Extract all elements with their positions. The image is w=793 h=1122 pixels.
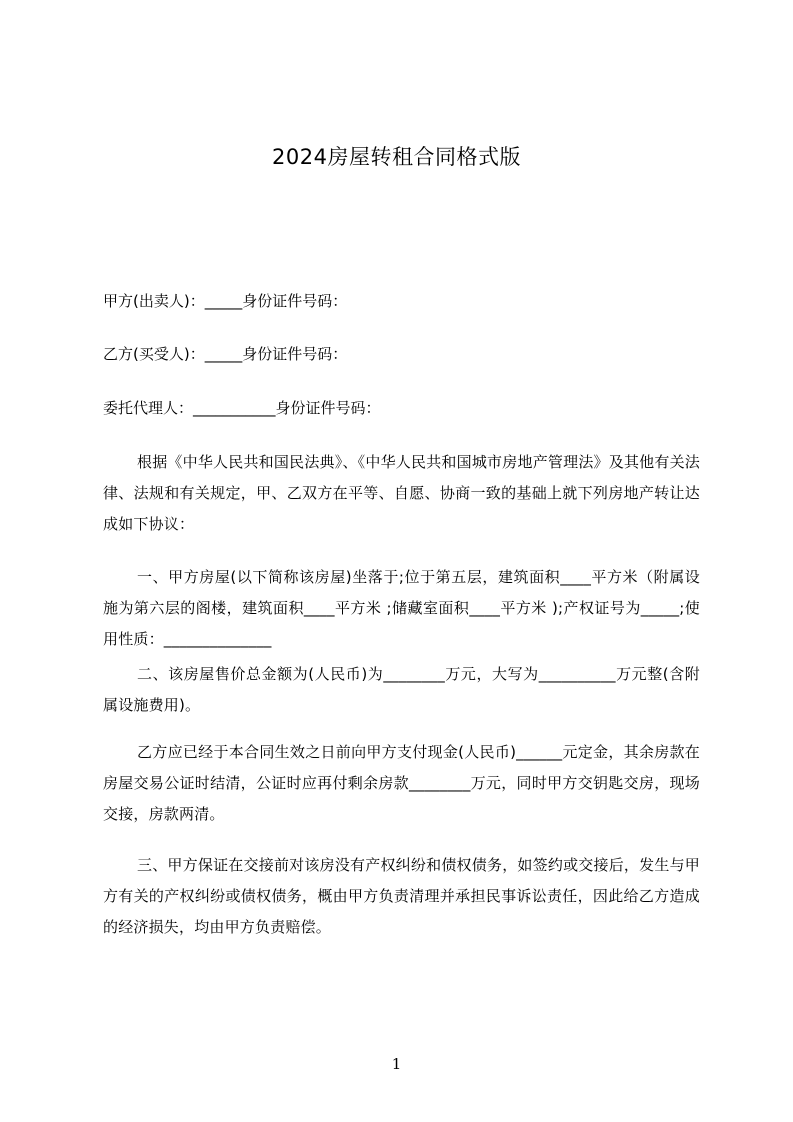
- page-number: 1: [391, 1055, 402, 1073]
- agent-line: 委托代理人：___________身份证件号码：: [103, 399, 381, 417]
- party-a-line: 甲方(出卖人)：_____身份证件号码：: [103, 292, 348, 310]
- paragraph-legal-basis: 根据《中华人民共和国民法典》、《中华人民共和国城市房地产管理法》及其他有关法律、法规和有关规定，甲、乙双方在平等、自愿、协商一致的基础上就下列房地产转让达成如下协议：: [103, 453, 700, 533]
- paragraph-deposit: 乙方应已经于本合同生效之日前向甲方支付现金(人民币)______元定金，其余房款在房屋交易公证时结清，公证时应再付剩余房款________万元，同时甲方交钥匙交房，现场交接，房款两清。: [103, 743, 700, 823]
- paragraph-clause-1: 一、甲方房屋(以下简称该房屋)坐落于;位于第五层，建筑面积____平方米（附属设施为第六层的阁楼，建筑面积____平方米 ;储藏室面积____平方米 );产权证号为_____;使用性质：______________: [103, 568, 700, 648]
- document-title: 2024房屋转租合同格式版: [272, 145, 521, 169]
- paragraph-clause-2: 二、该房屋售价总金额为(人民币)为________万元，大写为__________万元整(含附属设施费用)。: [103, 665, 700, 714]
- party-b-line: 乙方(买受人)：_____身份证件号码：: [103, 345, 348, 363]
- paragraph-clause-3: 三、甲方保证在交接前对该房没有产权纠纷和债权债务，如签约或交接后，发生与甲方有关的产权纠纷或债权债务，概由甲方负责清理并承担民事诉讼责任，因此给乙方造成的经济损失，均由甲方负责赔偿。: [103, 856, 700, 936]
